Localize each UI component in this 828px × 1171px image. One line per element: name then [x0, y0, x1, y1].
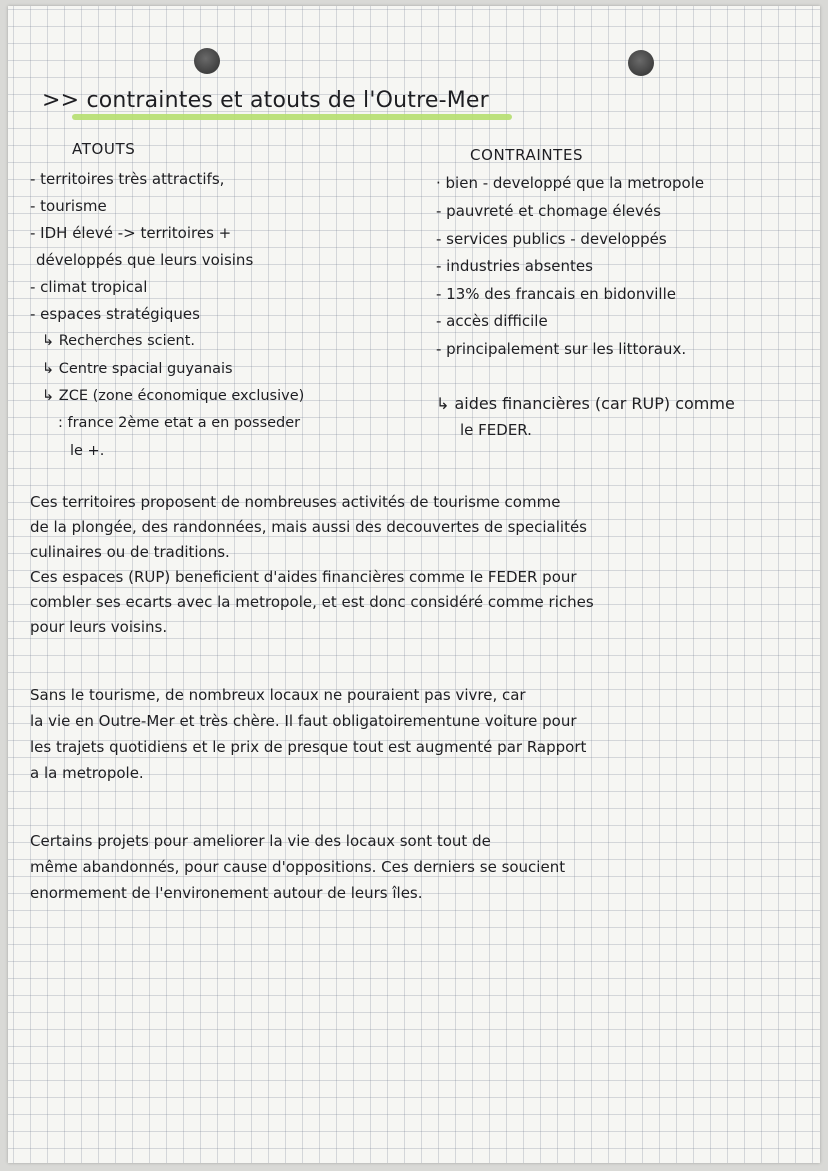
atouts-subitem: ↳ Centre spacial guyanais [42, 361, 233, 377]
atouts-item: développés que leurs voisins [36, 251, 254, 269]
title-highlight [72, 114, 512, 120]
contraintes-item: - principalement sur les littoraux. [436, 340, 687, 358]
paragraph-tourisme-rup [30, 490, 594, 640]
contraintes-item: - accès difficile [436, 312, 548, 330]
atouts-item: - territoires très attractifs, [30, 170, 225, 188]
contraintes-item: - pauvreté et chomage élevés [436, 202, 661, 220]
paragraph-line: de la plongée, des randonnées, mais aussi des decouvertes de specialités [30, 518, 587, 536]
atouts-item: - espaces stratégiques [30, 305, 200, 323]
contraintes-item: - services publics - developpés [436, 230, 667, 248]
paragraph-line: Sans le tourisme, de nombreux locaux ne pouraient pas vivre, car [30, 686, 526, 704]
atouts-subitem: ↳ Recherches scient. [42, 333, 196, 349]
paragraph-line: les trajets quotidiens et le prix de presque tout est augmenté par Rapport [30, 738, 587, 756]
contraintes-item: · bien - developpé que la metropole [436, 174, 705, 192]
paragraph-line: culinaires ou de traditions. [30, 543, 230, 561]
paragraph-line: même abandonnés, pour cause d'oppositions. Ces derniers se soucient [30, 858, 566, 876]
atouts-item: - climat tropical [30, 278, 148, 296]
notebook-page [8, 6, 820, 1163]
atouts-item: - tourisme [30, 197, 107, 215]
contraintes-subitem: ↳ aides financières (car RUP) comme [436, 394, 735, 413]
paragraph-line: combler ses ecarts avec la metropole, et est donc considéré comme riches [30, 593, 594, 611]
paragraph-line: a la metropole. [30, 764, 144, 782]
atouts-heading: ATOUTS [72, 140, 136, 158]
atouts-subitem: ↳ ZCE (zone économique exclusive) [42, 388, 305, 404]
page-title: >> contraintes et atouts de l'Outre-Mer [42, 88, 489, 113]
contraintes-item: - 13% des francais en bidonville [436, 285, 676, 303]
atouts-item: - IDH élevé -> territoires + [30, 224, 232, 242]
contraintes-heading: CONTRAINTES [470, 146, 584, 164]
contraintes-item: - industries absentes [436, 257, 593, 275]
paragraph-line: Ces territoires proposent de nombreuses activités de tourisme comme [30, 493, 561, 511]
paragraph-vie-chere [30, 682, 586, 786]
paragraph-line: pour leurs voisins. [30, 618, 168, 636]
contraintes-subitem: le FEDER. [460, 421, 532, 439]
paragraph-line: Certains projets pour ameliorer la vie des locaux sont tout de [30, 832, 491, 850]
paragraph-line: enormement de l'environement autour de leurs îles. [30, 884, 423, 902]
binder-hole-right [628, 50, 654, 76]
paragraph-line: Ces espaces (RUP) beneficient d'aides financières comme le FEDER pour [30, 568, 577, 586]
paragraph-line: la vie en Outre-Mer et très chère. Il faut obligatoirementune voiture pour [30, 712, 577, 730]
atouts-subitem: : france 2ème etat a en posseder [58, 415, 301, 431]
paragraph-projets [30, 828, 565, 906]
binder-hole-left [194, 48, 220, 74]
atouts-subitem: le +. [70, 443, 105, 459]
